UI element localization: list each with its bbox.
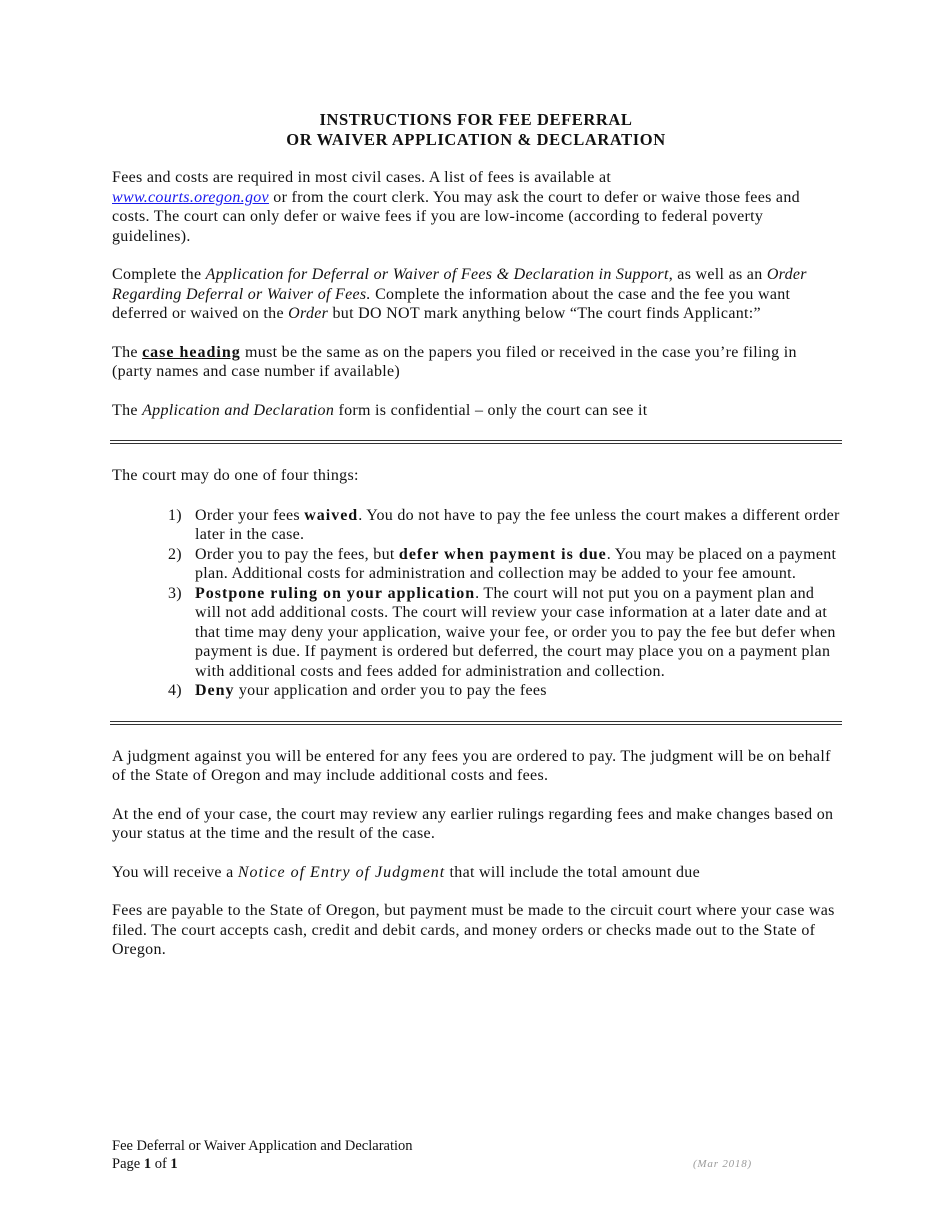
intro-paragraph-fees: Fees and costs are required in most civil cases. A list of fees is available at www.courts.oregon.gov or from the court clerk. You may ask the court to defer or waive those fees and costs. The court can only defer or waive fees if you are low-income (according to federal poverty guidelines). — [112, 169, 800, 245]
section-divider — [110, 721, 842, 725]
list-item: 1) Order your fees waived. You do not have to pay the fee unless the court makes a different order later in the case. — [168, 506, 840, 543]
closing-paragraph-judgment: A judgment against you will be entered for any fees you are ordered to pay. The judgment will be on behalf of the State of Oregon and may include additional costs and fees. — [112, 747, 831, 784]
closing-paragraph-review: At the end of your case, the court may review any earlier rulings regarding fees and make changes based on your status at the time and the result of the case. — [112, 805, 834, 842]
footer-revision-date: (Mar 2018) — [692, 1158, 752, 1170]
title-line-1: INSTRUCTIONS FOR FEE DEFERRAL — [319, 110, 633, 129]
options-lead: The court may do one of four things: — [112, 467, 359, 484]
list-item: 2) Order you to pay the fees, but defer when payment is due. You may be placed on a payment plan. Additional costs for administration and collection may be added to your fee amount. — [168, 545, 837, 582]
title-line-2: OR WAIVER APPLICATION & DECLARATION — [286, 130, 666, 149]
intro-paragraph-complete: Complete the Application for Deferral or Waiver of Fees & Declaration in Support, as well as an Order Regarding Deferral or Waiver of Fees. Complete the information about the case and the fee you want deferred or waived on the Order but DO NOT mark anything below “The court finds Applicant:” — [112, 266, 807, 322]
intro-paragraph-heading: The case heading must be the same as on the papers you filed or received in the case you’re filing in (party names and case number if available) — [112, 343, 797, 380]
list-item: 4) Deny your application and order you to pay the fees — [168, 682, 547, 699]
footer-form-name: Fee Deferral or Waiver Application and Declaration — [112, 1138, 413, 1154]
section-divider — [110, 440, 842, 444]
intro-paragraph-confidential: The Application and Declaration form is confidential – only the court can see it — [112, 401, 648, 419]
page-footer — [112, 1137, 752, 1173]
list-item: 3) Postpone ruling on your application. The court will not put you on a payment plan and will not add additional costs. The court will review your case information at a later date and at that time may deny your application, waive your fee, or order you to pay the fee but defer when payment is due. If payment is ordered but deferred, the court may place you on a payment plan with additional costs and fees added for administration and collection. — [168, 584, 836, 680]
page-title — [112, 110, 840, 150]
document-page — [112, 110, 840, 979]
courts-website-link[interactable]: www.courts.oregon.gov — [112, 188, 269, 206]
closing-paragraph-payment: Fees are payable to the State of Oregon, but payment must be made to the circuit court where your case was filed. The court accepts cash, credit and debit cards, and money orders or checks made out to the State of Oregon. — [112, 902, 835, 958]
closing-paragraph-notice: You will receive a Notice of Entry of Judgment that will include the total amount due — [112, 863, 700, 881]
footer-page-number: Page 1 of 1 — [112, 1156, 178, 1172]
options-list — [112, 506, 840, 701]
